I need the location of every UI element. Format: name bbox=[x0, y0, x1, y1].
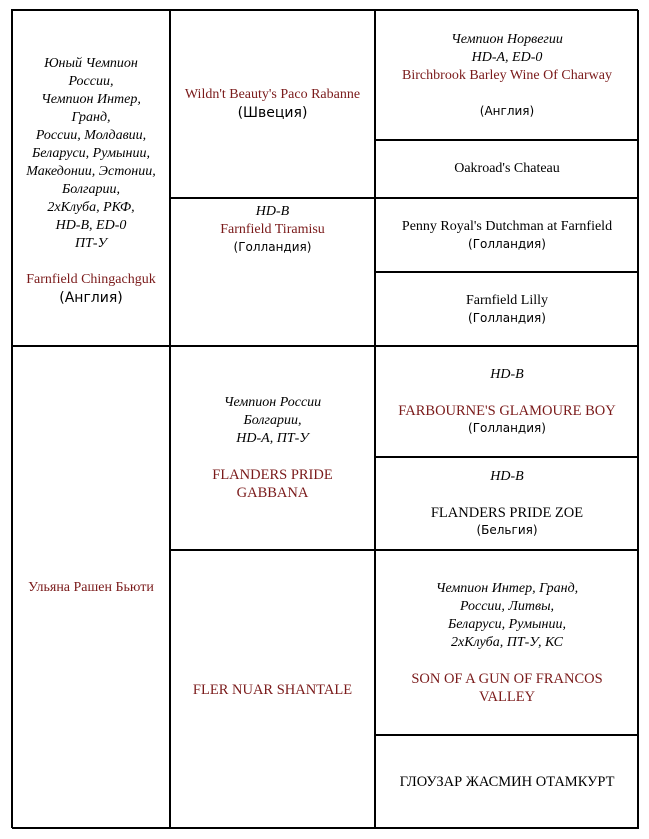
ggp5-country: (Голландия) bbox=[468, 421, 546, 435]
ggp8-cell bbox=[375, 735, 639, 829]
parent1-name: Farnfield Chingachguk bbox=[26, 272, 156, 287]
parent2-name: Ульяна Рашен Бьюти bbox=[28, 579, 154, 595]
parent1-title-line: России, Молдавии, bbox=[35, 128, 147, 143]
ggp6-country: (Бельгия) bbox=[476, 523, 538, 537]
parent1-title-line: HD-B, ED-0 bbox=[55, 218, 127, 233]
pedigree-table bbox=[11, 9, 638, 828]
ggp1-title-line: HD-A, ED-0 bbox=[471, 49, 543, 65]
ggp5-title: HD-B bbox=[490, 367, 524, 382]
gp1-cell bbox=[170, 10, 375, 198]
parent1-title-line: Болгарии, bbox=[62, 182, 120, 197]
ggp7-title-line: России, Литвы, bbox=[459, 598, 555, 614]
ggp1-name: Birchbrook Barley Wine Of Charway bbox=[402, 67, 612, 83]
parent1-title-line: ПТ-У bbox=[75, 236, 107, 251]
parent1-title-line: 2хКлуба, РКФ, bbox=[47, 200, 135, 215]
ggp1-cell bbox=[375, 10, 639, 140]
ggp3-name: Penny Royal's Dutchman at Farnfield bbox=[401, 218, 613, 234]
ggp4-country: (Голландия) bbox=[468, 310, 546, 325]
ggp8-name: ГЛОУЗАР ЖАСМИН ОТАМКУРТ bbox=[399, 774, 615, 790]
ggp4-cell bbox=[375, 272, 639, 346]
ggp7-title-line: 2хКлуба, ПТ-У, КС bbox=[451, 634, 563, 650]
parent1-title-line: Гранд, bbox=[71, 110, 111, 125]
gp3-cell bbox=[170, 346, 375, 550]
ggp1-country: (Англия) bbox=[479, 103, 535, 118]
gp1-name: Wildn't Beauty's Paco Rabanne bbox=[184, 87, 361, 102]
gp3-name-line: FLANDERS PRIDE bbox=[212, 467, 333, 483]
ggp7-name-line: VALLEY bbox=[478, 688, 536, 705]
parent1-title-line: Юный Чемпион bbox=[44, 56, 138, 71]
ggp2-name: Oakroad's Chateau bbox=[454, 161, 560, 176]
parent1-cell bbox=[12, 10, 170, 346]
parent1-title-line: Беларуси, Румынии, bbox=[32, 146, 150, 161]
ggp6-title: HD-B bbox=[490, 469, 524, 484]
ggp1-title-line: Чемпион Норвегии bbox=[451, 31, 563, 47]
ggp5-name: FARBOURNE'S GLAMOURE BOY bbox=[398, 403, 616, 419]
ggp3-cell bbox=[375, 198, 639, 272]
gp2-title: HD-B bbox=[255, 204, 290, 219]
gp2-country: (Голландия) bbox=[233, 240, 312, 254]
gp1-country: (Швеция) bbox=[237, 105, 308, 121]
gp3-title-line: Болгарии, bbox=[243, 413, 302, 428]
gp4-name: FLER NUAR SHANTALE bbox=[192, 681, 353, 698]
ggp2-cell bbox=[375, 140, 639, 198]
gp2-cell bbox=[170, 198, 375, 346]
gp3-title-line: HD-A, ПТ-У bbox=[236, 431, 309, 446]
ggp7-name-line: SON OF A GUN OF FRANCOS bbox=[411, 670, 603, 687]
gp3-title-line: Чемпион России bbox=[223, 395, 322, 410]
ggp7-title-line: Беларуси, Румынии, bbox=[448, 616, 566, 632]
gp3-name-line: GABBANA bbox=[236, 485, 309, 501]
gp4-cell bbox=[170, 550, 375, 829]
parent1-title-line: Македонии, Эстонии, bbox=[26, 164, 156, 179]
parent1-title-line: России, bbox=[68, 74, 114, 89]
parent1-title-line: Чемпион Интер, bbox=[41, 92, 141, 107]
ggp7-title-line: Чемпион Интер, Гранд, bbox=[435, 580, 579, 596]
ggp6-cell bbox=[375, 457, 639, 550]
gp2-name: Farnfield Tiramisu bbox=[220, 222, 325, 237]
ggp3-country: (Голландия) bbox=[468, 236, 546, 251]
ggp6-name: FLANDERS PRIDE ZOE bbox=[430, 505, 584, 521]
ggp4-name: Farnfield Lilly bbox=[465, 292, 549, 308]
ggp7-cell bbox=[375, 550, 639, 735]
parent2-cell bbox=[12, 346, 170, 829]
parent1-country: (Англия) bbox=[59, 290, 123, 306]
ggp5-cell bbox=[375, 346, 639, 457]
